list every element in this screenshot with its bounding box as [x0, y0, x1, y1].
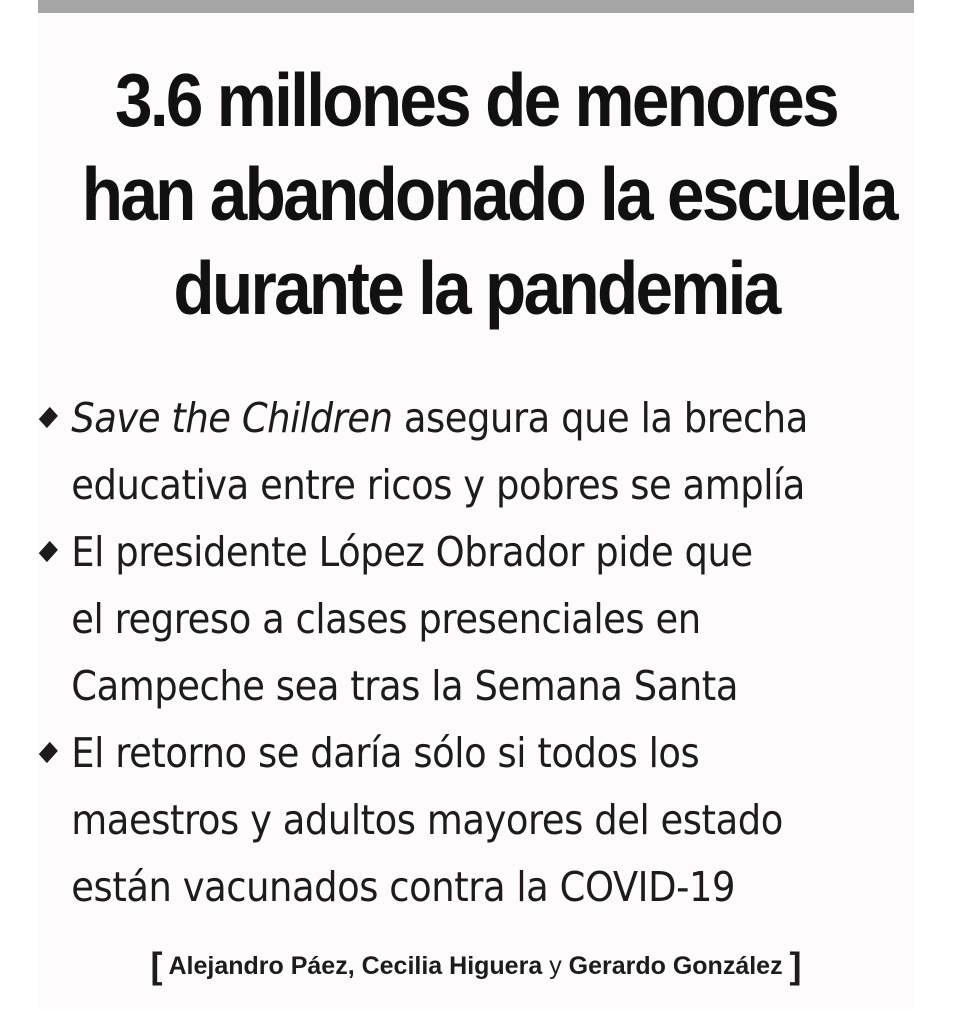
- bullet-item: [38, 720, 908, 921]
- bullet-line: El presidente López Obrador pide que: [71, 528, 753, 576]
- bullet-text: asegura que la brecha: [392, 394, 808, 442]
- bullet-line: están vacunados contra la COVID-19: [71, 863, 735, 911]
- bullet-line: El retorno se daría sólo si todos los: [71, 729, 700, 777]
- diamond-bullet-icon: [39, 541, 58, 562]
- diamond-bullet-icon: [39, 742, 58, 763]
- headline-line-1: 3.6 millones de menores: [115, 58, 837, 142]
- headline-line-2: han abandonado la escuela: [81, 152, 896, 236]
- bullet-line: Campeche sea tras la Semana Santa: [71, 662, 738, 710]
- bullet-line: educativa entre ricos y pobres se amplía: [71, 461, 805, 509]
- headline: [81, 53, 896, 335]
- byline-author: Cecilia Higuera: [361, 952, 543, 980]
- byline-author: Gerardo González: [568, 952, 783, 980]
- bullet-item: [38, 385, 908, 519]
- byline-open-bracket: [: [150, 945, 163, 986]
- headline-line-3: durante la pandemia: [173, 246, 779, 330]
- diamond-bullet-icon: [39, 407, 58, 428]
- summary-bullets: [38, 385, 914, 921]
- bullet-line: el regreso a clases presenciales en: [71, 595, 701, 643]
- bullet-line: maestros y adultos mayores del estado: [71, 796, 783, 844]
- byline-conjunction: y: [549, 952, 562, 980]
- bullet-item: [38, 519, 908, 720]
- top-rule: [38, 0, 914, 13]
- bullet-line: [71, 385, 908, 452]
- byline: [38, 945, 914, 987]
- article: [38, 13, 914, 1009]
- byline-close-bracket: ]: [789, 945, 802, 986]
- byline-author: Alejandro Páez,: [168, 952, 355, 980]
- organization-name: Save the Children: [71, 394, 393, 442]
